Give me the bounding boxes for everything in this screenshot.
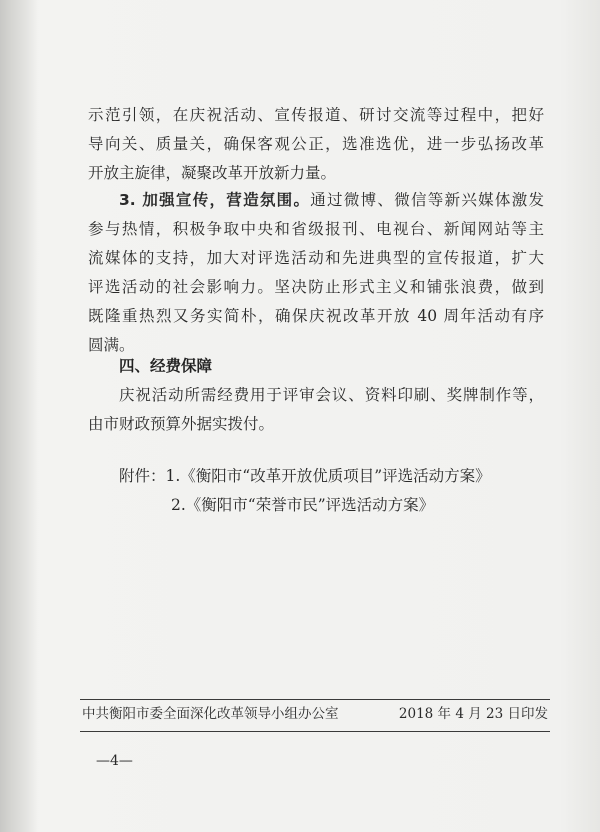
attachment-line-1 [119,462,491,491]
footer-date: 2018 年 4 月 23 日印发 [398,706,548,722]
text-line: 导向关、质量关，确保客观公正，选准选优，进一步弘扬改革 [88,135,544,153]
text-line: 流媒体的支持，加大对评选活动和先进典型的宣传报道，扩大 [88,249,544,267]
text-line-rest: 通过微博、微信等新兴媒体激发 [310,191,544,209]
text-line: 庆祝活动所需经费用于评审会议、资料印刷、奖牌制作等， [119,386,544,404]
footer-issuer-line [82,703,548,725]
page-number: —4— [96,753,133,769]
attachment-item-2: 2.《衡阳市“荣誉市民”评选活动方案》 [171,496,435,514]
footer-bottom-rule [80,731,550,732]
text-line: 圆满。 [88,336,135,354]
paragraph-strengthen-publicity [88,186,544,360]
binding-shadow [0,0,38,832]
text-line: 示范引领，在庆祝活动、宣传报道、研讨交流等过程中，把好 [88,106,544,124]
paragraph-funding [88,381,544,439]
footer-top-rule [80,699,550,700]
text-line: 评选活动的社会影响力。坚决防止形式主义和铺张浪费，做到 [88,278,544,296]
text-line: 参与热情，积极争取中央和省级报刊、电视台、新闻网站等主 [88,220,544,238]
attachment-line-2 [171,491,434,520]
text-line [88,186,544,215]
footer-issuer: 中共衡阳市委全面深化改革领导小组办公室 [82,706,339,722]
text-line: 开放主旋律，凝聚改革开放新力量。 [88,164,337,182]
section-heading-funding: 四、经费保障 [119,357,213,375]
item-lead: 3. 加强宣传，营造氛围。 [119,191,311,209]
paragraph-publicity-guidance [88,101,544,188]
attachment-label: 附件： [119,467,166,485]
text-line: 由市财政预算外据实拨付。 [88,415,275,433]
text-line: 既隆重热烈又务实简朴，确保庆祝改革开放 40 周年活动有序 [88,307,544,325]
attachment-item-1: 1.《衡阳市“改革开放优质项目”评选活动方案》 [165,467,491,485]
